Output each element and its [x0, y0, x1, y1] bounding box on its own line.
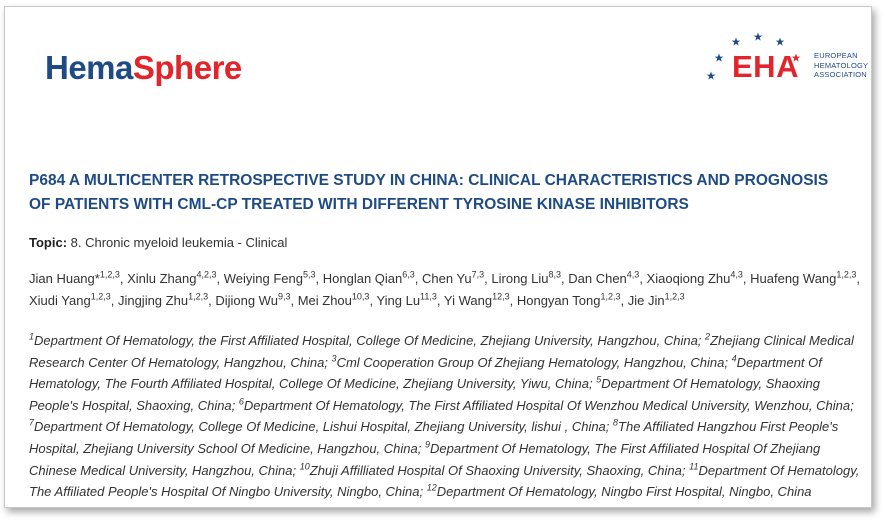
affiliation-text: Zhejiang Clinical Medical Research Center Of Hematology, Hangzhou, China;	[29, 333, 854, 370]
author-name	[422, 271, 484, 286]
affiliation-number: 8	[613, 418, 619, 429]
affiliation-text: Department Of Hematology, The Affiliated People's Hospital Of Ningbo University, Ningbo, China;	[29, 462, 860, 500]
author-name-text: Mei Zhou	[297, 293, 352, 308]
author-name	[491, 271, 561, 286]
author-affiliation-sup: 4,3	[730, 269, 743, 280]
author-name	[750, 271, 856, 286]
author-affiliation-sup: 1,2,3	[90, 291, 111, 302]
affiliation-number: 11	[689, 461, 699, 472]
affiliation-text: Department Of Hematology, The First Affiliated Hospital Of Zhejiang Chinese Medical University, Hangzhou, China;	[29, 440, 821, 478]
title-line-1: P684 A MULTICENTER RETROSPECTIVE STUDY IN CHINA: CLINICAL CHARACTERISTICS AND PROGNOSIS	[29, 172, 829, 189]
author-name-text: Lirong Liu	[491, 271, 549, 286]
affiliation-item	[29, 419, 609, 434]
eha-sub-line-1: EUROPEAN	[814, 51, 858, 60]
affiliation-text: Department Of Hematology, Shaoxing People's Hospital, Shaoxing, China;	[29, 376, 820, 413]
author-name	[118, 293, 208, 308]
author-affiliation-sup: 6,3	[402, 269, 415, 280]
author-name-text: Weiying Feng	[223, 271, 303, 286]
affiliation-text: Cml Cooperation Group Of Zhejiang Hematology, Hangzhou, China;	[336, 354, 728, 370]
author-affiliation-sup: 1,2,3	[836, 269, 857, 280]
author-affiliation-sup: 1,2,3	[664, 291, 685, 302]
eha-wordmark: EHA	[732, 49, 799, 84]
author-name-text: Chen Yu	[422, 271, 472, 286]
affiliation-item	[29, 333, 701, 348]
affiliation-number: 5	[596, 374, 602, 385]
affiliation-number: 6	[238, 396, 244, 407]
logo-part-sphere: Sphere	[132, 49, 242, 86]
author-name-text: Hongyan Tong	[516, 293, 601, 308]
logo-part-hema: Hema	[45, 49, 133, 86]
eha-sub-line-3: ASSOCIATION	[814, 70, 867, 79]
affiliation-text: Department Of Hematology, Ningbo First Hospital, Ningbo, China	[436, 484, 812, 500]
star-icon	[754, 33, 763, 41]
affiliation-number: 1	[29, 331, 35, 342]
author-name	[29, 271, 120, 286]
topic-value: 8. Chronic myeloid leukemia - Clinical	[70, 235, 288, 250]
star-icon	[707, 72, 716, 80]
affiliation-text: Department Of Hematology, The First Affiliated Hospital Of Wenzhou Medical University, Wenzhou, China;	[243, 397, 854, 413]
author-affiliation-sup: 9,3	[277, 291, 291, 302]
author-name	[628, 293, 685, 308]
author-affiliation-sup: 4,3	[626, 269, 640, 280]
abstract-card	[4, 6, 872, 508]
eha-subtitle	[814, 51, 868, 80]
author-name	[298, 293, 370, 308]
author-name-text: Jie Jin	[627, 293, 665, 308]
affiliation-number: 4	[731, 353, 737, 364]
author-affiliation-sup: 1,2,3	[188, 291, 209, 302]
affiliation-number: 12	[426, 482, 437, 493]
author-affiliation-sup: 11,3	[420, 291, 437, 302]
author-name-text: Honglan Qian	[322, 271, 403, 286]
affiliation-item	[300, 463, 686, 478]
author-name-text: Xiudi Yang	[29, 293, 91, 308]
topic-line	[29, 234, 287, 252]
affiliation-number: 9	[425, 439, 431, 450]
star-icon	[715, 54, 724, 62]
author-name	[323, 271, 415, 286]
author-name-text: Dan Chen	[568, 271, 627, 286]
author-name	[127, 271, 216, 286]
author-name-text: Yi Wang	[443, 293, 493, 308]
author-name-text: Xiaoqiong Zhu	[646, 271, 731, 286]
author-affiliation-sup: 12,3	[492, 291, 510, 302]
author-affiliation-sup: 10,3	[351, 291, 370, 302]
eha-sub-line-2: HEMATOLOGY	[814, 60, 869, 70]
affiliation-item	[427, 484, 812, 499]
hemasphere-logo	[45, 51, 242, 84]
author-name	[444, 293, 510, 308]
author-affiliation-sup: 1,2,3	[600, 291, 621, 302]
affiliation-text: Department Of Hematology, College Of Medicine, Lishui Hospital, Zhejiang University, lishui , China;	[34, 419, 610, 435]
author-affiliation-sup: 5,3	[303, 269, 316, 280]
star-icon	[732, 38, 741, 46]
topic-label: Topic:	[29, 235, 68, 250]
author-list: Jian Huang*$^{1,2,3}$, Xinlu Zhang$^{4,2,3}$, Weiying Feng$^{5,3}$, Honglan Qian$^{6,3}$, Chen Yu$^{7,3}$, Lirong Liu$^{8,3}$, Dan Chen$^{4,3}$, Xiaoqiong Zhu$^{4,3}$, Huafeng Wang$^{1,2,3}$, Xiudi Yang$^{1,2,3}$, Jingjing Zhu$^{1,2,3}$, Dijiong Wu$^{9,3}$, Mei Zhou$^{10,3}$, Ying Lu$^{11,3}$, Yi Wang$^{12,3}$, Hongyan Tong$^{1,2,3}$, Jie Jin$^{1,2,3}$	[29, 269, 861, 308]
affiliation-number: 2	[705, 331, 711, 342]
author-name	[568, 271, 639, 286]
affiliation-number: 3	[331, 353, 337, 364]
author-name	[376, 293, 436, 308]
affiliation-list	[29, 330, 869, 503]
author-name	[647, 271, 743, 286]
author-name	[224, 271, 316, 286]
affiliation-text: Department Of Hematology, The Fourth Affiliated Hospital, College Of Medicine, Zhejiang University, Yiwu, China;	[29, 354, 822, 392]
affiliation-text: Department Of Hematology, the First Affiliated Hospital, College Of Medicine, Zhejiang University, Hangzhou, China;	[34, 333, 702, 348]
affiliation-text: The Affiliated Hangzhou First People's Hospital, Zhejiang University School Of Medicine, Hangzhou, China;	[29, 419, 839, 456]
affiliation-item	[332, 355, 728, 370]
eha-logo	[700, 25, 870, 95]
affiliation-item	[239, 398, 854, 413]
star-icon	[776, 38, 785, 46]
author-affiliation-sup: 4,2,3	[196, 269, 217, 280]
author-name	[517, 293, 621, 308]
author-affiliation-sup: 1,2,3	[99, 269, 120, 280]
author-affiliation-sup: 8,3	[548, 269, 562, 280]
abstract-title	[29, 169, 859, 217]
affiliation-number: 10	[299, 461, 310, 472]
affiliation-number: 7	[29, 418, 35, 429]
title-line-2: OF PATIENTS WITH CML-CP TREATED WITH DIFFERENT TYROSINE KINASE INHIBITORS	[29, 196, 689, 213]
author-name-text: Xinlu Zhang	[127, 271, 197, 286]
author-name-text: Jian Huang*	[29, 271, 100, 286]
author-name-text: Jingjing Zhu	[117, 293, 189, 308]
author-name-text: Dijiong Wu	[215, 293, 278, 308]
author-name-text: Ying Lu	[376, 293, 421, 308]
affiliation-text: Zhuji Affilliated Hospital Of Shaoxing University, Shaoxing, China;	[309, 462, 686, 478]
author-affiliation-sup: 7,3	[471, 269, 485, 280]
author-name-text: Huafeng Wang	[750, 271, 837, 286]
author-name	[215, 293, 290, 308]
author-name	[29, 293, 111, 308]
